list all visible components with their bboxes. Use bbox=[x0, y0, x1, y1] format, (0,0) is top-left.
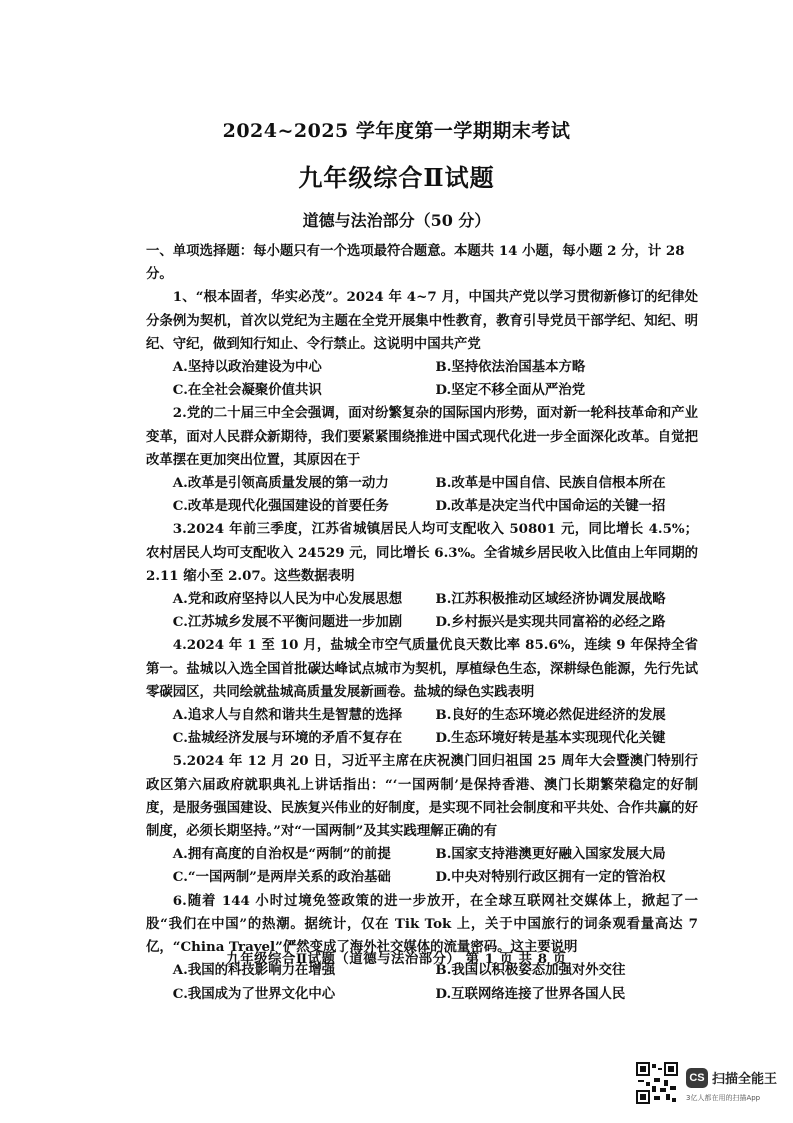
option-d: D.坚定不移全面从严治党 bbox=[435, 382, 586, 399]
option-d: D.改革是决定当代中国命运的关键一招 bbox=[435, 498, 666, 515]
option-a: A.追求人与自然和谐共生是智慧的选择 bbox=[172, 707, 403, 724]
question-options bbox=[146, 843, 698, 889]
option-b: B.国家支持港澳更好融入国家发展大局 bbox=[435, 846, 666, 863]
question-options bbox=[146, 588, 698, 634]
scanner-logo-icon: CS bbox=[686, 1068, 708, 1088]
exam-subject-title: 九年级综合Ⅱ试题 bbox=[298, 163, 495, 192]
option-c: C.我国成为了世界文化中心 bbox=[172, 985, 336, 1002]
scanner-tagline: 3亿人都在用的扫描App bbox=[686, 1094, 761, 1102]
option-c: C.改革是现代化强国建设的首要任务 bbox=[172, 498, 389, 515]
option-d: D.生态环境好转是基本实现现代化关键 bbox=[435, 730, 666, 747]
option-a: A.我国的科技影响力在增强 bbox=[172, 962, 336, 979]
question-stem: 4.2024 年 1 至 10 月，盐城全市空气质量优良天数比率 85.6%，连续 9 年保持全省第一。盐城以入选全国首批碳达峰试点城市为契机，厚植绿色生态，深耕绿色能源，先行先试零碳园区，共同绘就盐城高质量发展新画卷。盐城的绿色实践表明 bbox=[146, 637, 698, 700]
option-d: D.乡村振兴是实现共同富裕的必经之路 bbox=[435, 614, 666, 631]
scanner-watermark bbox=[636, 1062, 786, 1112]
question-5 bbox=[146, 750, 698, 889]
option-b: B.良好的生态环境必然促进经济的发展 bbox=[435, 707, 666, 724]
option-b: B.江苏积极推动区域经济协调发展战略 bbox=[435, 591, 666, 608]
scanner-app-name: 扫描全能王 bbox=[712, 1072, 778, 1087]
section-subtitle: 道德与法治部分（50 分） bbox=[302, 211, 491, 230]
page-footer: 九年级综合Ⅱ试题（道德与法治部分） 第 1 页 共 8 页 bbox=[226, 951, 567, 967]
question-stem: 2.党的二十届三中全会强调，面对纷繁复杂的国际国内形势，面对新一轮科技革命和产业变革，面对人民群众新期待，我们要紧紧围绕推进中国式现代化进一步全面深化改革。自觉把改革摆在更加突出位置，其原因在于 bbox=[146, 405, 698, 468]
exam-content bbox=[146, 240, 698, 1006]
option-a: A.拥有高度的自治权是“两制”的前提 bbox=[172, 846, 391, 863]
question-3 bbox=[146, 518, 698, 634]
option-a: A.坚持以政治建设为中心 bbox=[172, 359, 322, 376]
question-stem: 1、“根本固者，华实必茂”。2024 年 4~7 月，中国共产党以学习贯彻新修订的纪律处分条例为契机，首次以党纪为主题在全党开展集中性教育，教育引导党员干部学纪、知纪、明纪、守纪，做到知行知止、令行禁止。这说明中国共产党 bbox=[146, 289, 698, 352]
question-options bbox=[146, 356, 698, 402]
question-stem: 5.2024 年 12 月 20 日，习近平主席在庆祝澳门回归祖国 25 周年大会暨澳门特别行政区第六届政府就职典礼上讲话指出：“‘一国两制’是保持香港、澳门长期繁荣稳定的好制度，是服务强国建设、民族复兴伟业的好制度，是实现不同社会制度和平共处、合作共赢的好制度，必须长期坚持。”对“一国两制”及其实践理解正确的有 bbox=[146, 753, 698, 840]
qr-code-icon bbox=[636, 1062, 678, 1104]
option-c: C.盐城经济发展与环境的矛盾不复存在 bbox=[172, 730, 403, 747]
question-2 bbox=[146, 402, 698, 518]
question-options bbox=[146, 472, 698, 518]
option-b: B.改革是中国自信、民族自信根本所在 bbox=[435, 475, 666, 492]
option-c: C.在全社会凝聚价值共识 bbox=[172, 382, 322, 399]
question-stem: 6.随着 144 小时过境免签政策的进一步放开，在全球互联网社交媒体上，掀起了一股“我们在中国”的热潮。据统计，仅在 Tik Tok 上，关于中国旅行的词条观看量高达 7 亿，“China Travel”俨然变成了海外社交媒体的流量密码。这主要说明 bbox=[146, 892, 698, 956]
option-c: C.“一国两制”是两岸关系的政治基础 bbox=[172, 869, 391, 886]
option-d: D.互联网络连接了世界各国人民 bbox=[435, 985, 626, 1002]
question-4 bbox=[146, 634, 698, 750]
option-a: A.改革是引领高质量发展的第一动力 bbox=[172, 475, 389, 492]
option-c: C.江苏城乡发展不平衡问题进一步加剧 bbox=[172, 614, 403, 631]
option-a: A.党和政府坚持以人民为中心发展思想 bbox=[172, 591, 403, 608]
option-d: D.中央对特别行政区拥有一定的管治权 bbox=[435, 869, 666, 886]
question-1 bbox=[146, 286, 698, 402]
question-options bbox=[146, 704, 698, 750]
question-stem: 3.2024 年前三季度，江苏省城镇居民人均可支配收入 50801 元，同比增长 4.5%；农村居民人均可支配收入 24529 元，同比增长 6.3%。全省城乡居民收入比值由上年同期的 2.11 缩小至 2.07。这些数据表明 bbox=[146, 521, 698, 584]
section-heading: 一、单项选择题：每小题只有一个选项最符合题意。本题共 14 小题，每小题 2 分，计 28 分。 bbox=[146, 243, 685, 283]
option-b: B.坚持依法治国基本方略 bbox=[435, 359, 586, 376]
option-b: B.我国以积极姿态加强对外交往 bbox=[435, 962, 626, 979]
exam-title: 2024~2025 学年度第一学期期末考试 bbox=[222, 120, 571, 142]
